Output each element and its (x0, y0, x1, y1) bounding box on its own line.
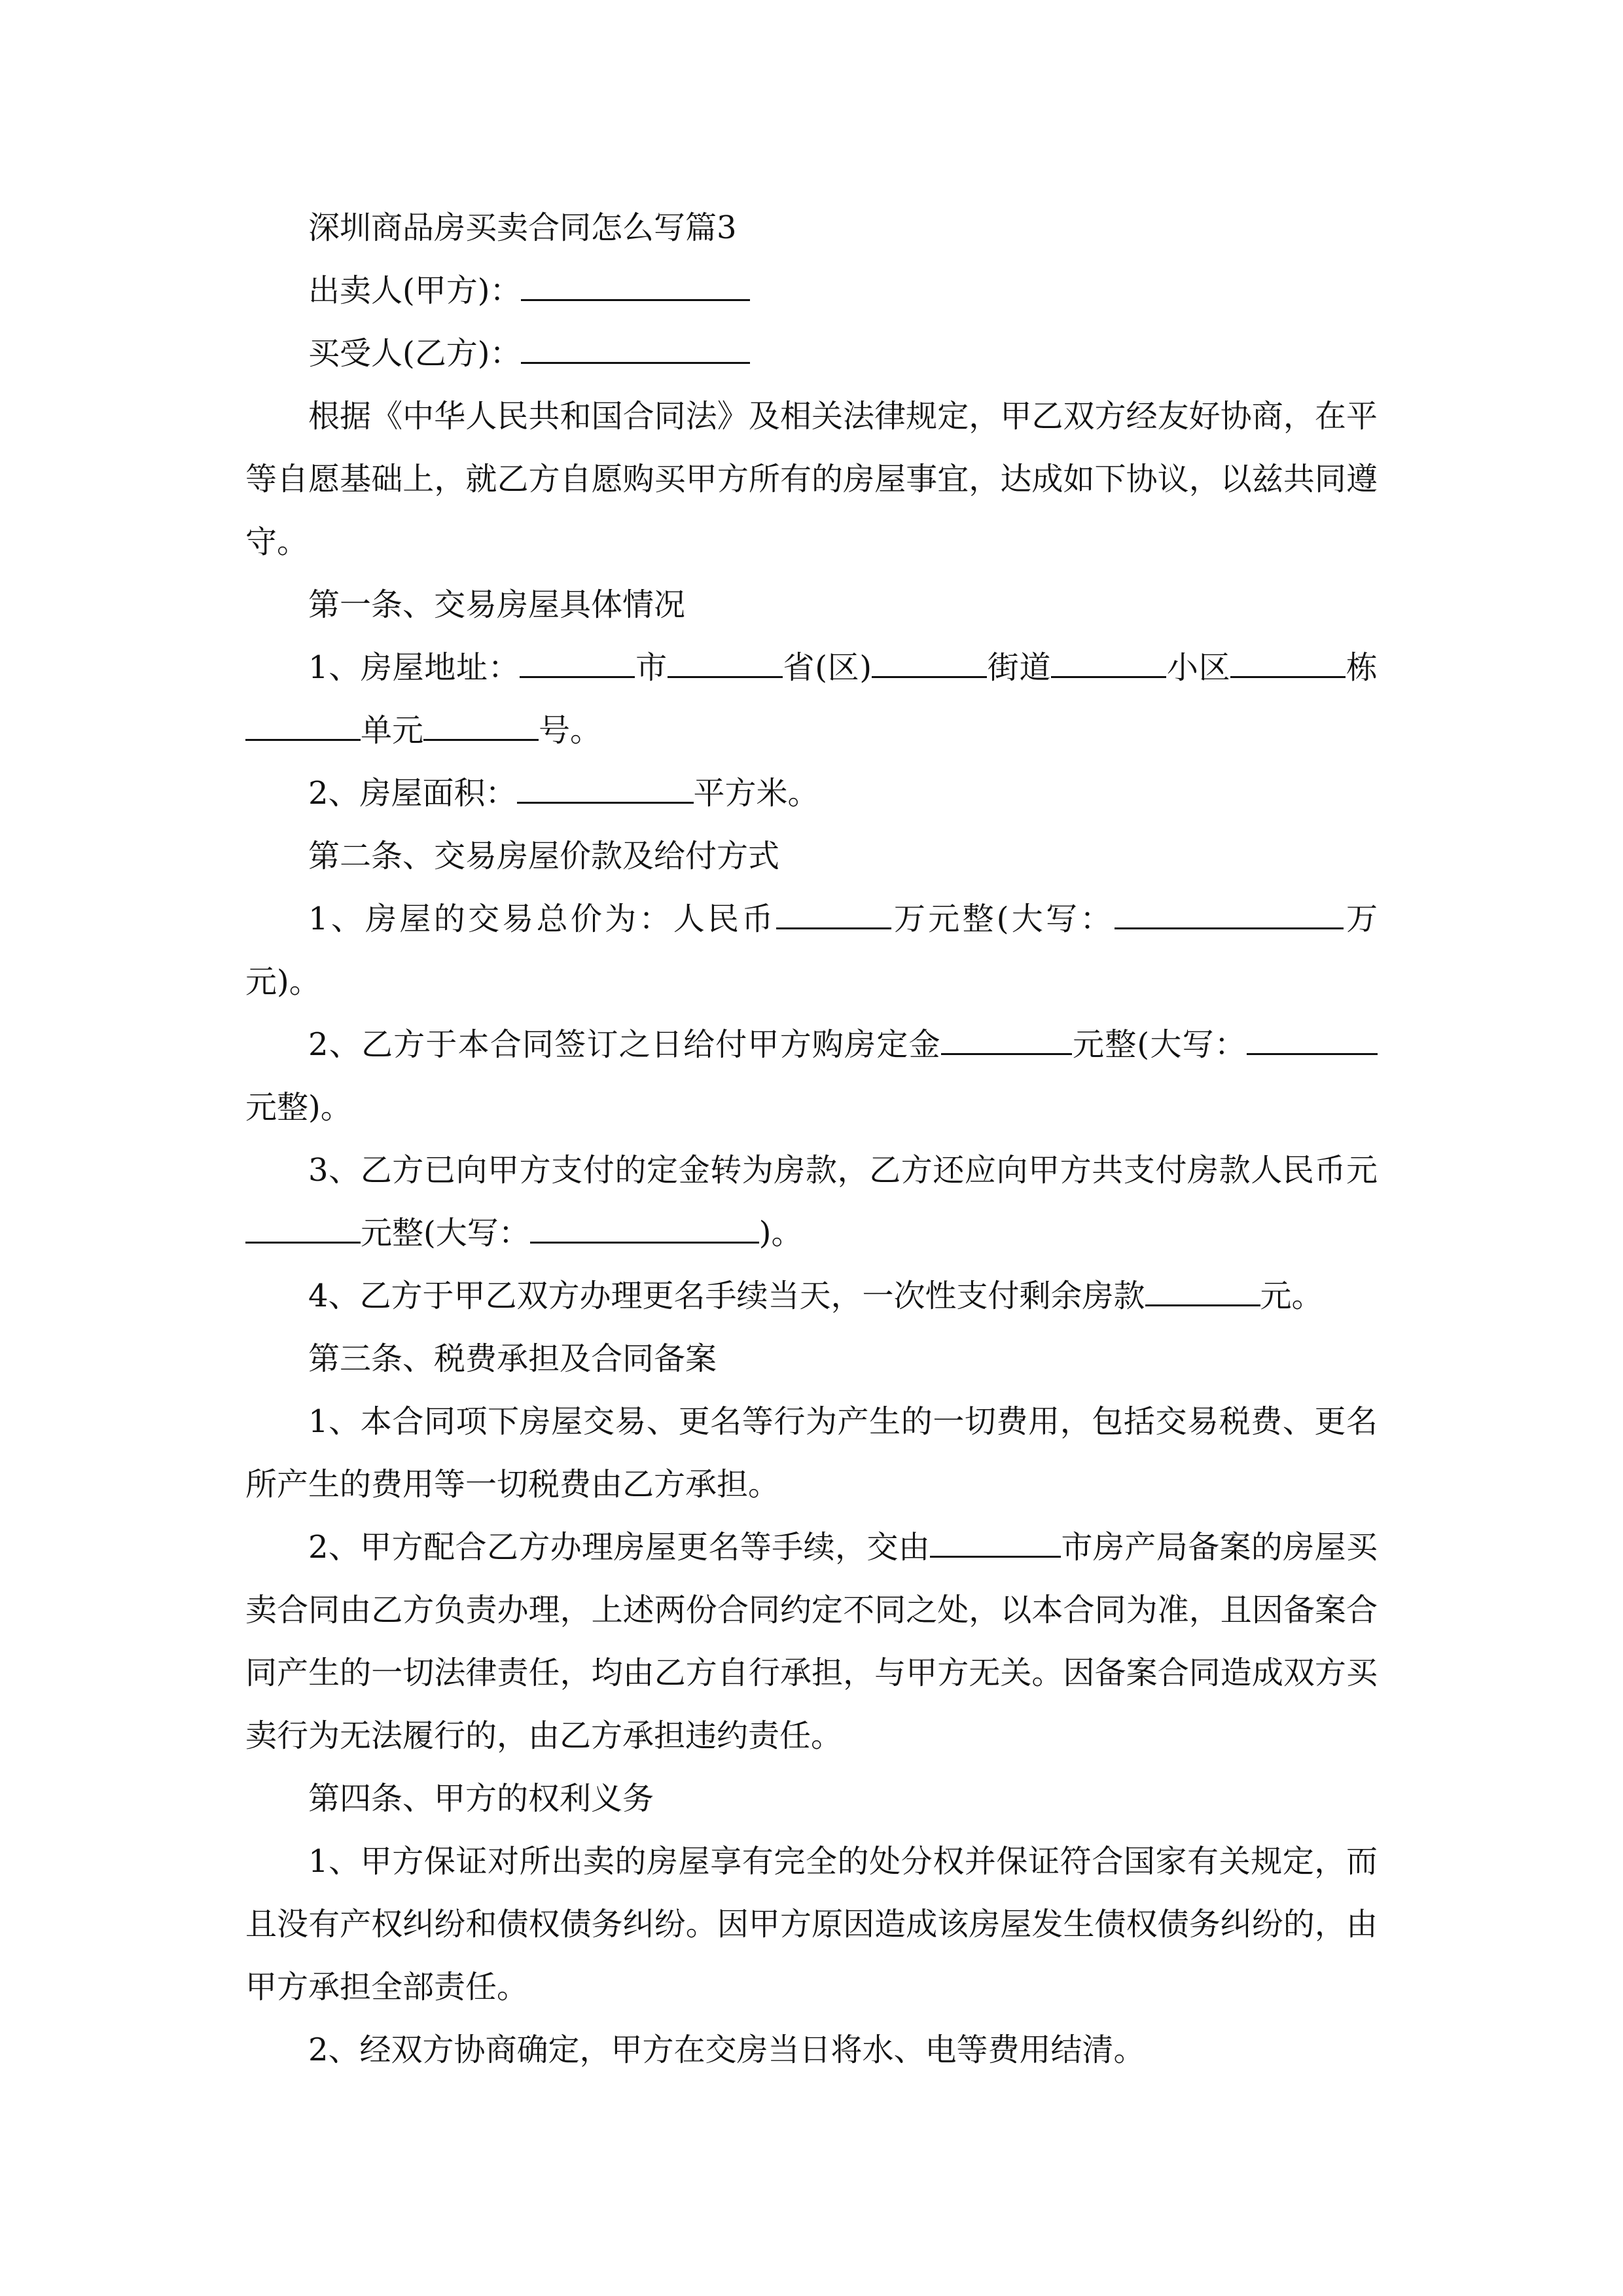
article2-item4: 4、乙方于甲乙双方办理更名手续当天，一次性支付剩余房款 元。 (245, 1265, 1378, 1327)
article1-heading: 第一条、交易房屋具体情况 (308, 586, 686, 623)
article4-item1: 1、甲方保证对所出卖的房屋享有完全的处分权并保证符合国家有关规定，而且没有产权纠纷和债权债务纠纷。因甲方原因造成该房屋发生债权债务纠纷的，由甲方承担全部责任。 (245, 1843, 1378, 2005)
remaining-payment-blank[interactable] (1145, 1274, 1260, 1306)
article1-area: 2、房屋面积： 平方米。 (245, 762, 1378, 825)
document-body (245, 196, 1378, 2081)
article4-item2: 2、经双方协商确定，甲方在交房当日将水、电等费用结清。 (308, 2032, 1145, 2068)
number-blank[interactable] (423, 709, 539, 741)
deposit-blank[interactable] (941, 1023, 1072, 1055)
article2-item1: 1、房屋的交易总价为：人民币 万元整(大写： 万元)。 (245, 888, 1378, 1013)
street-blank[interactable] (872, 646, 987, 678)
payment-words-blank[interactable] (530, 1211, 759, 1244)
seller-label: 出卖人(甲方)： (308, 272, 522, 309)
housing-bureau-city-blank[interactable] (930, 1526, 1061, 1558)
article2-item2: 2、乙方于本合同签订之日给付甲方购房定金 元整(大写：元整)。 (245, 1013, 1378, 1139)
province-blank[interactable] (668, 646, 783, 678)
buyer-line (245, 322, 1378, 385)
article4-heading: 第四条、甲方的权利义务 (308, 1780, 654, 1817)
payment-blank[interactable] (245, 1211, 361, 1244)
article2-item3: 3、乙方已向甲方支付的定金转为房款，乙方还应向甲方共支付房款人民币元元整(大写： )。 (245, 1139, 1378, 1265)
community-blank[interactable] (1051, 646, 1166, 678)
article3-item2: 2、甲方配合乙方办理房屋更名等手续，交由 市房产局备案的房屋买卖合同由乙方负责办理，上述两份合同约定不同之处，以本合同为准，且因备案合同产生的一切法律责任，均由乙方自行承担，与甲方无关。因备案合同造成双方买卖行为无法履行的，由乙方承担违约责任。 (245, 1516, 1378, 1767)
document-title: 深圳商品房买卖合同怎么写篇3 (308, 209, 737, 246)
deposit-words-blank[interactable] (1247, 1023, 1378, 1055)
unit-blank[interactable] (245, 709, 361, 741)
buyer-blank[interactable] (521, 332, 750, 364)
buyer-label: 买受人(乙方)： (308, 335, 522, 372)
city-blank[interactable] (520, 646, 635, 678)
total-price-blank[interactable] (776, 897, 891, 929)
article1-address: 1、房屋地址： 市 省(区) 街道 小区 栋单元 号。 (245, 636, 1378, 762)
total-price-words-blank[interactable] (1115, 897, 1344, 929)
article2-heading: 第二条、交易房屋价款及给付方式 (308, 838, 780, 874)
article3-heading: 第三条、税费承担及合同备案 (308, 1340, 717, 1377)
seller-blank[interactable] (521, 269, 750, 301)
area-blank[interactable] (517, 772, 694, 804)
building-blank[interactable] (1230, 646, 1346, 678)
preamble-paragraph: 根据《中华人民共和国合同法》及相关法律规定，甲乙双方经友好协商，在平等自愿基础上，就乙方自愿购买甲方所有的房屋事宜，达成如下协议，以兹共同遵守。 (245, 398, 1378, 560)
article3-item1: 1、本合同项下房屋交易、更名等行为产生的一切费用，包括交易税费、更名所产生的费用等一切税费由乙方承担。 (245, 1403, 1378, 1503)
seller-line (245, 259, 1378, 322)
